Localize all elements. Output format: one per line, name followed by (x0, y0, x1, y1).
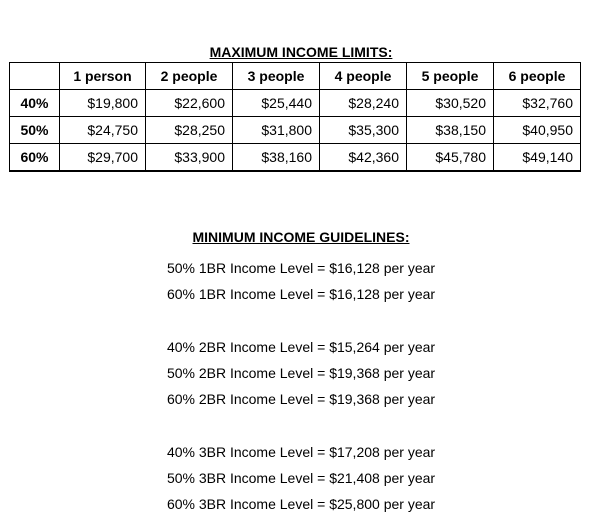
column-header: 6 people (494, 63, 581, 90)
table-cell: $24,750 (60, 117, 146, 144)
column-header (10, 63, 60, 90)
guideline-group-1br (0, 255, 602, 307)
row-label: 40% (10, 90, 60, 117)
guideline-line: 50% 2BR Income Level = $19,368 per year (166, 365, 436, 381)
table-cell: $33,900 (146, 144, 233, 171)
guideline-line: 50% 1BR Income Level = $16,128 per year (166, 260, 436, 276)
column-header: 4 people (320, 63, 407, 90)
table-cell: $38,150 (407, 117, 494, 144)
table-cell: $22,600 (146, 90, 233, 117)
column-header: 2 people (146, 63, 233, 90)
min-income-title: MINIMUM INCOME GUIDELINES: (192, 229, 410, 245)
guideline-line: 40% 2BR Income Level = $15,264 per year (166, 339, 436, 355)
table-row (10, 90, 581, 117)
table-cell: $38,160 (233, 144, 320, 171)
table-cell: $25,440 (233, 90, 320, 117)
max-income-table (9, 62, 581, 172)
guideline-line: 50% 3BR Income Level = $21,408 per year (166, 470, 436, 486)
row-label: 60% (10, 144, 60, 171)
table-cell: $40,950 (494, 117, 581, 144)
row-label: 50% (10, 117, 60, 144)
table-row (10, 144, 581, 171)
guideline-group-2br (0, 334, 602, 412)
column-header: 5 people (407, 63, 494, 90)
guideline-line: 60% 1BR Income Level = $16,128 per year (166, 286, 436, 302)
guideline-line: 60% 2BR Income Level = $19,368 per year (166, 391, 436, 407)
table-row (10, 117, 581, 144)
table-cell: $31,800 (233, 117, 320, 144)
column-header: 1 person (60, 63, 146, 90)
table-cell: $30,520 (407, 90, 494, 117)
guideline-group-3br (0, 439, 602, 517)
table-cell: $28,240 (320, 90, 407, 117)
column-header: 3 people (233, 63, 320, 90)
guideline-line: 60% 3BR Income Level = $25,800 per year (166, 496, 436, 512)
table-cell: $49,140 (494, 144, 581, 171)
table-cell: $35,300 (320, 117, 407, 144)
table-cell: $45,780 (407, 144, 494, 171)
table-cell: $32,760 (494, 90, 581, 117)
table-cell: $19,800 (60, 90, 146, 117)
table-header-row (10, 63, 581, 90)
table-cell: $28,250 (146, 117, 233, 144)
guideline-line: 40% 3BR Income Level = $17,208 per year (166, 444, 436, 460)
max-income-title: MAXIMUM INCOME LIMITS: (209, 44, 393, 60)
table-cell: $42,360 (320, 144, 407, 171)
table-cell: $29,700 (60, 144, 146, 171)
